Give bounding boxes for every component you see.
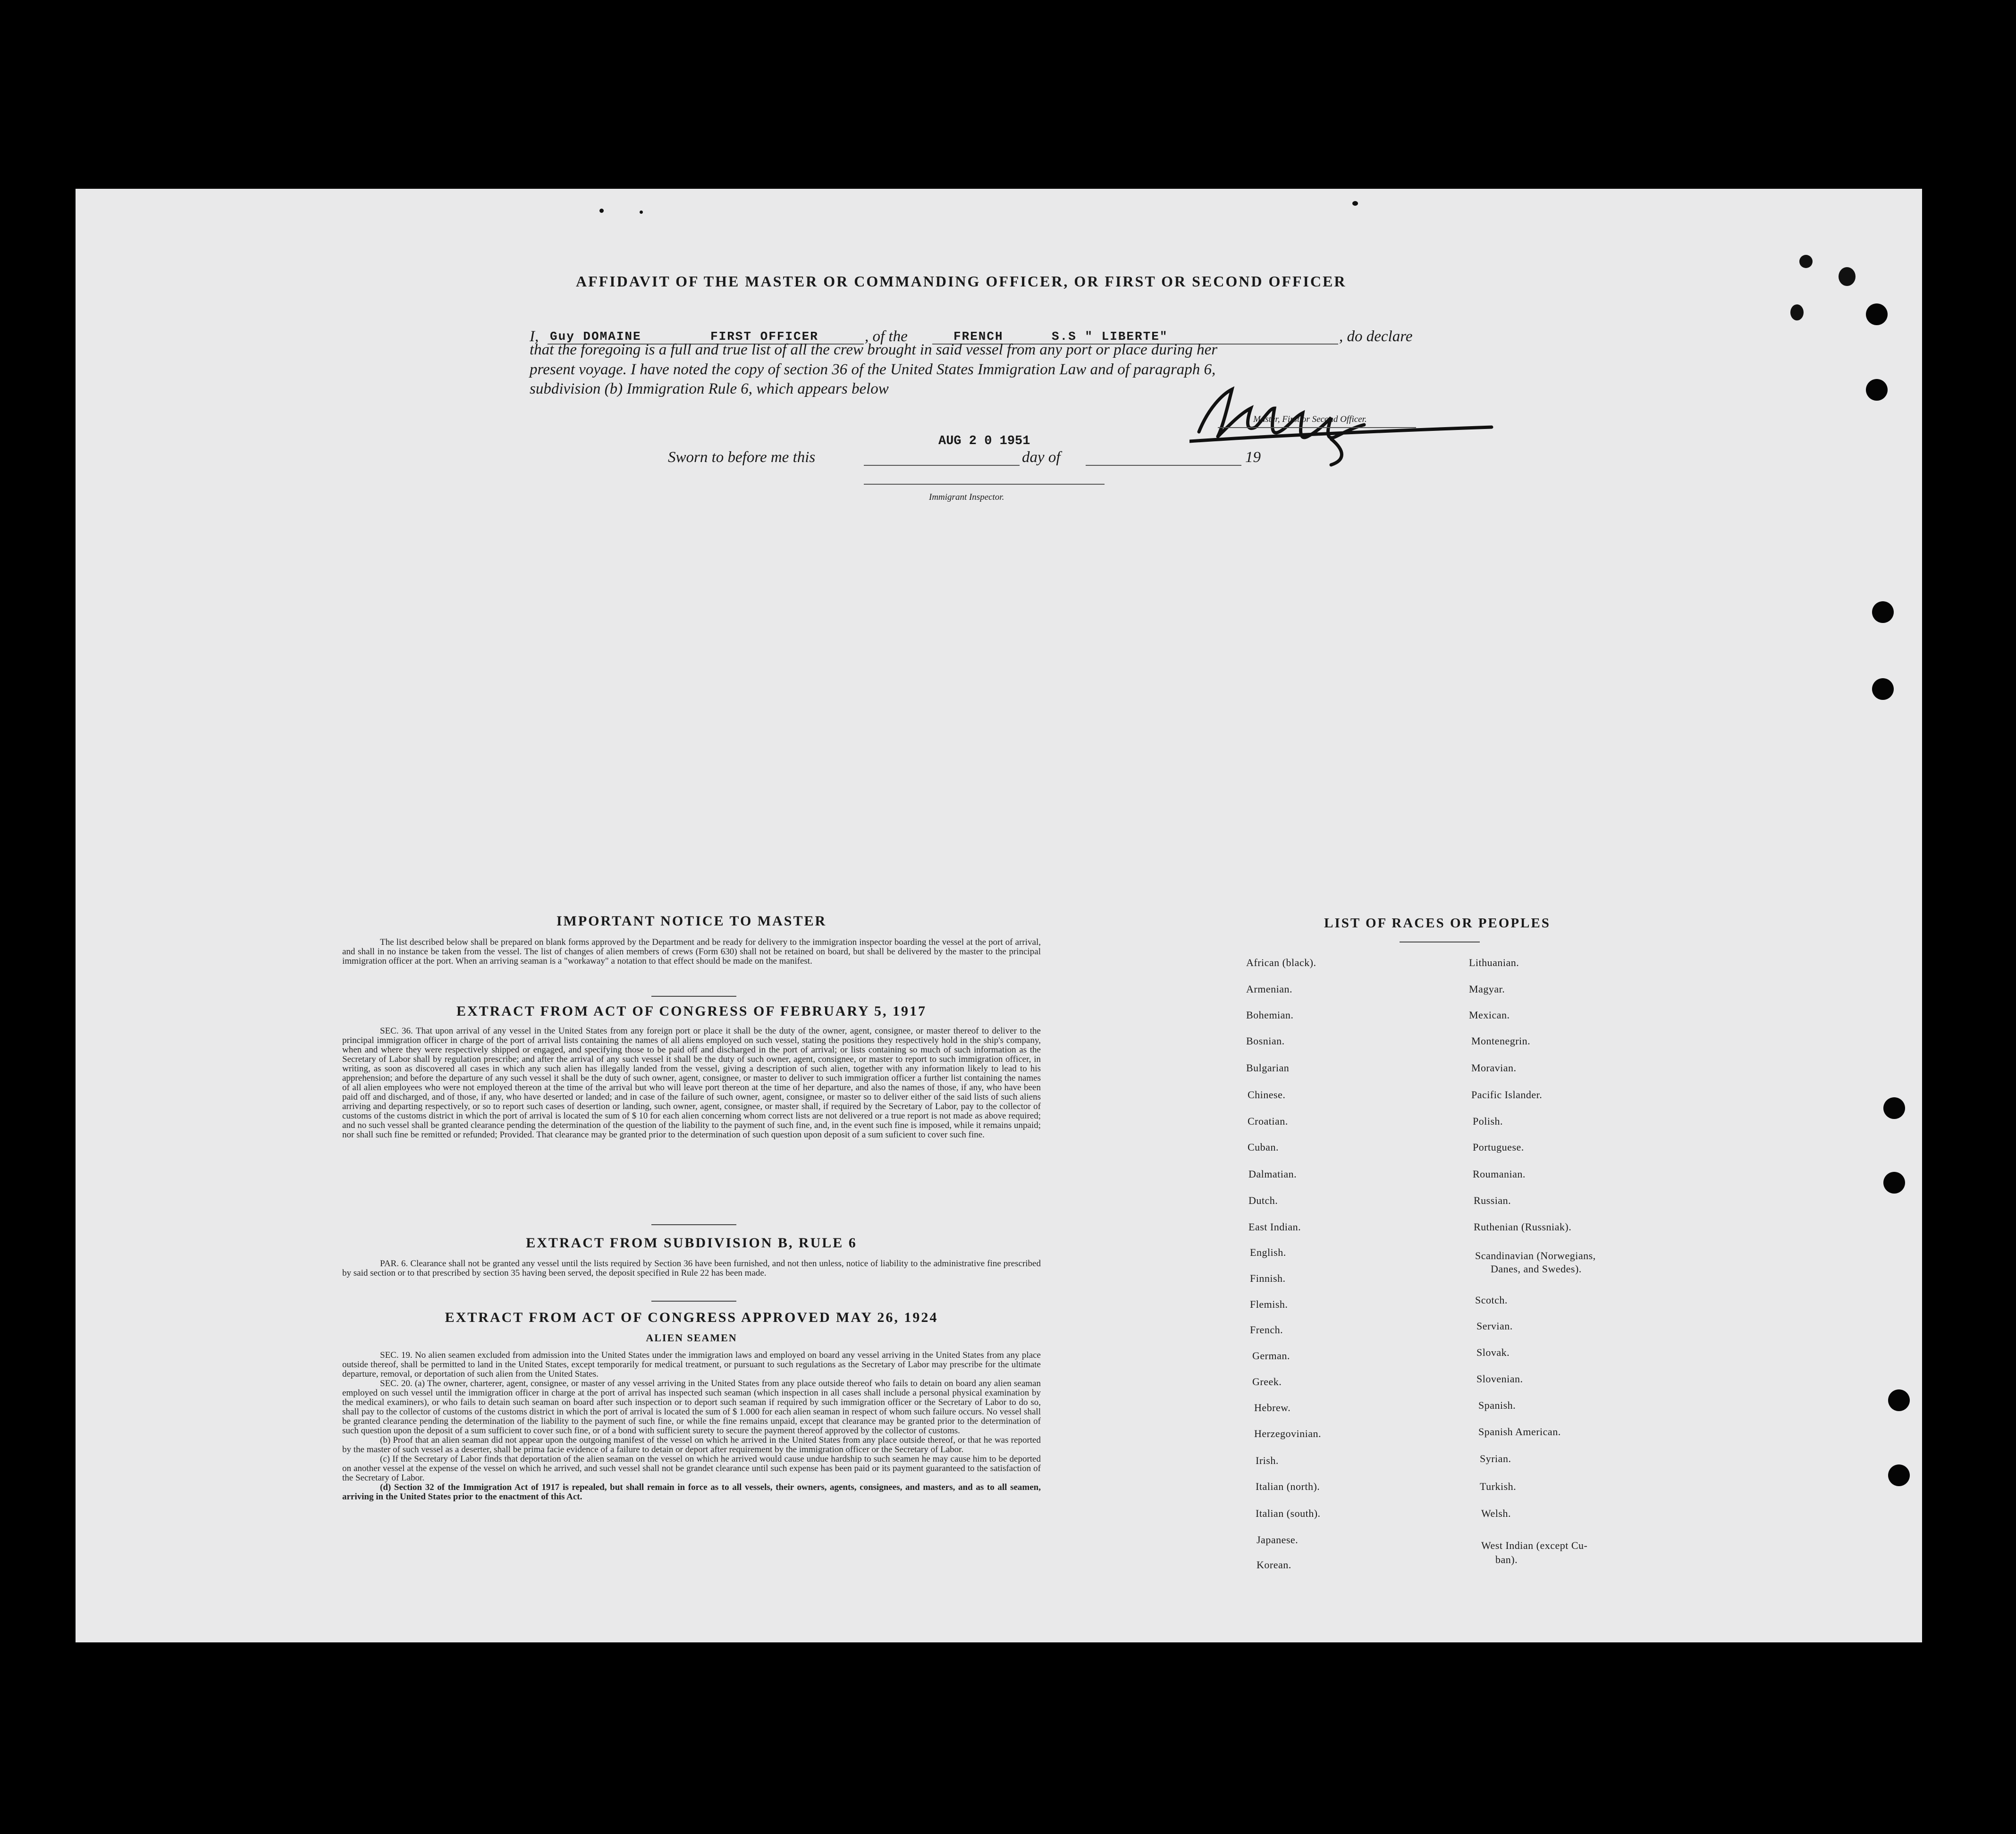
signature-line (1218, 427, 1416, 428)
race-item: Greek. (1252, 1376, 1282, 1388)
section-19-paragraph: SEC. 19. No alien seamen excluded from admission into the United States under the immigration laws and employed on board any vessel arriving in the United States from any place outside thereof, shall be permitted to land in the United States, except temporarily for medical treatment, or pursuant to such regulations as the Secretary of Labor may prescribe for the ultimate departure, removal, or deportation of such alien from the United States. (342, 1350, 1041, 1379)
race-item: English. (1250, 1246, 1286, 1258)
race-item: Welsh. (1481, 1507, 1511, 1519)
race-item: Lithuanian. (1469, 957, 1519, 968)
section-36-paragraph: SEC. 36. That upon arrival of any vessel in the United States from any foreign port or place it shall be the duty of the owner, agent, consignee, or master thereof to deliver to the principal immigration officer in charge of the port of arrival lists containing the names of all aliens employed on such vessel, stating the positions they respectively hold in the ship's company, when and where they were respectively shipped or engaged, and specifying those to be paid off and discharged in the port of arrival; or lists containing so much of such information as the Secretary of Labor shall by regulation prescribe; and after the arrival of any such vessel it shall be the duty of such owner, agent, consignee, or master to report to such immigration officer, in writing, as soon as discovered all cases in which any such alien has illegally landed from the vessel, giving a description of such alien, together with any information likely to lead to his apprehension; and before the departure of any such vessel it shall be the duty of such owner, agent, consignee, or master to deliver to such immigration officer a further list containing the names of all alien employees who were not employed thereon at the time of the arrival but who will leave port thereon at the time of her departure, and also the names of those, if any, who have been paid off and discharged, and of those, if any, who have deserted or landed; and in case of the failure of such owner, agent, consignee, or master so to deliver either of the said lists of such aliens arriving and departing respectively, or so to report such cases of desertion or landing, such owner, agent, consignee, or master shall, if required by the Secretary of Labor, pay to the collector of customs of the customs district in which the port of arrival is located the sum of $ 10 for each alien concerning whom correct lists are not delivered or a true report is not made as above required; and no such vessel shall be granted clearance pending the determination of the question of the liability to the payment of such fine, and, in the event such fine is imposed, while it remains unpaid; nor shall such fine be remitted or refunded; Provided. That clearance may be granted prior to the determination of such question upon deposit of a sum suficient to cover such fine. (342, 1026, 1041, 1140)
signature-caption: Master, First or Second Officer. (1253, 414, 1367, 424)
race-item: Servian. (1476, 1320, 1513, 1332)
year-prefix: 19 (1245, 449, 1261, 466)
race-item: Roumanian. (1473, 1168, 1526, 1180)
affidavit-title: AFFIDAVIT OF THE MASTER OR COMMANDING OFFICER, OR FIRST OR SECOND OFFICER (576, 273, 1347, 290)
race-item: Syrian. (1480, 1453, 1511, 1464)
race-item: Dalmatian. (1248, 1168, 1297, 1180)
race-item: Dutch. (1248, 1195, 1278, 1206)
divider (651, 1224, 736, 1225)
section-20d-paragraph: (d) Section 32 of the Immigration Act of 1917 is repealed, but shall remain in force as to all vessels, their owners, agents, consignees, and masters, and as to all seamen, arriving in the United States prior to the enactment of this Act. (342, 1482, 1041, 1502)
race-item: Polish. (1473, 1115, 1503, 1127)
notice-text (342, 938, 1041, 966)
race-item: Russian. (1474, 1195, 1511, 1206)
notice-paragraph: The list described below shall be prepared on blank forms approved by the Department and be ready for delivery to the immigration inspector boarding the vessel at the port of arrival, and shall in no instance be taken from the vessel. The list of changes of alien members of crews (Form 630) shall not be retained on board, but shall be delivered by the master to the principal immigration officer at the port. When an arriving seaman is a "workaway" a notation to that effect should be made on the manifest. (342, 937, 1041, 966)
race-item: Herzegovinian. (1254, 1428, 1321, 1439)
alien-seamen-subtitle: ALIEN SEAMEN (646, 1332, 737, 1344)
race-item: African (black). (1246, 957, 1316, 968)
inspector-line (864, 484, 1105, 485)
race-item: Bohemian. (1246, 1009, 1294, 1021)
punch-hole (1872, 601, 1894, 623)
blank-line (1086, 465, 1241, 466)
race-item: Italian (north). (1256, 1481, 1320, 1492)
affidavit-line1-prefix: I, (530, 328, 539, 345)
race-item: Ruthenian (Russniak). (1474, 1221, 1572, 1233)
punch-hole (1883, 1172, 1905, 1194)
race-item: Turkish. (1480, 1481, 1517, 1492)
punch-hole (1866, 379, 1888, 401)
punch-hole (1888, 1389, 1910, 1411)
officer-signature (1189, 380, 1501, 470)
blank-line (864, 465, 1020, 466)
race-item: Flemish. (1250, 1298, 1288, 1310)
race-item: Finnish. (1250, 1272, 1286, 1284)
race-item: Magyar. (1469, 983, 1505, 995)
notice-title: IMPORTANT NOTICE TO MASTER (556, 913, 827, 929)
divider (651, 996, 736, 997)
vessel-name: S.S " LIBERTE" (1052, 329, 1168, 344)
race-item: Irish. (1256, 1455, 1279, 1466)
race-item: Spanish American. (1478, 1426, 1561, 1438)
race-item: Scandinavian (Norwegians, (1475, 1250, 1596, 1262)
race-item: Danes, and Swedes). (1491, 1263, 1582, 1275)
section-20a-paragraph: SEC. 20. (a) The owner, charterer, agent, consignee, or master of any vessel arriving in the United States from any place outside thereof who fails to detain on board any alien seaman employed on such vessel until the immigration officer in charge at the port of arrival has inspected such seaman (which inspection in all cases shall include a personal physical examination by the medical examiners), or who fails to detain such seaman on board after such inspection or to deport such seaman if required by such immigration officer or the Secretary of Labor to do so, shall pay to the collector of customs of the customs district in which the port of arrival is located the sum of $ 1.000 for each alien seaman in respect of whom such failure occurs. No vessel shall be granted clearance pending the determination of the liability to the payment of such fine, or while the fine remains unpaid, except that clearance may be granted prior to the determination of such question upon the deposit of a sum sufficient to cover such fine, or of a bond with sufficient surety to secure the payment thereof approved by the collector of customs. (342, 1379, 1041, 1436)
sworn-text: Sworn to before me this (668, 449, 816, 466)
divider (651, 1301, 736, 1302)
race-item: Montenegrin. (1471, 1035, 1531, 1047)
officer-rank: FIRST OFFICER (710, 329, 818, 344)
race-item: German. (1252, 1350, 1290, 1362)
race-item: Slovenian. (1476, 1373, 1523, 1385)
race-item: Italian (south). (1256, 1507, 1321, 1519)
extract-rule6-title: EXTRACT FROM SUBDIVISION B, RULE 6 (526, 1235, 857, 1251)
do-declare-text: , do declare (1339, 328, 1413, 345)
race-item: Bulgarian (1246, 1062, 1290, 1074)
extract-1917-text (342, 1026, 1041, 1140)
extract-1917-title: EXTRACT FROM ACT OF CONGRESS OF FEBRUARY 5, 1917 (456, 1003, 927, 1019)
race-item: Moravian. (1471, 1062, 1517, 1074)
inspector-caption: Immigrant Inspector. (929, 492, 1004, 502)
race-item: Korean. (1257, 1559, 1291, 1571)
extract-1924-text (342, 1351, 1041, 1502)
punch-hole (1790, 304, 1804, 320)
speck (599, 209, 604, 213)
race-item: Japanese. (1257, 1534, 1299, 1546)
punch-hole (1866, 303, 1888, 325)
punch-hole (1872, 678, 1894, 700)
race-item: Portuguese. (1473, 1141, 1524, 1153)
date-stamp: AUG 2 0 1951 (938, 434, 1030, 448)
race-item: Pacific Islander. (1471, 1089, 1543, 1101)
race-item: Chinese. (1248, 1089, 1286, 1101)
race-item: West Indian (except Cu- (1481, 1540, 1588, 1551)
punch-hole (1883, 1097, 1905, 1119)
race-item: Spanish. (1478, 1399, 1516, 1411)
section-20b-paragraph: (b) Proof that an alien seaman did not appear upon the outgoing manifest of the vessel on which he arrived in the United States from any place outside thereof, or that he was reported by the master of such vessel as a deserter, shall be prima facie evidence of a failure to detain or deport after requirement by the immigration officer or the Secretary of Labor. (342, 1435, 1041, 1455)
speck (640, 210, 643, 214)
race-item: Bosnian. (1246, 1035, 1285, 1047)
race-item: Armenian. (1246, 983, 1292, 995)
extract-rule6-text (342, 1259, 1041, 1278)
race-item: East Indian. (1248, 1221, 1301, 1233)
affidavit-line3: present voyage. I have noted the copy of section 36 of the United States Immigration Law and of paragraph 6, (530, 361, 1216, 378)
punch-hole (1888, 1464, 1910, 1486)
officer-name: Guy DOMAINE (550, 329, 641, 344)
race-item: French. (1250, 1324, 1283, 1336)
punch-hole (1839, 267, 1856, 286)
race-item: Croatian. (1248, 1115, 1288, 1127)
affidavit-line2: that the foregoing is a full and true list of all the crew brought in said vessel from any port or place during her (530, 341, 1218, 358)
speck (1352, 201, 1358, 206)
race-item: Hebrew. (1254, 1402, 1291, 1413)
vessel-nationality: FRENCH (953, 329, 1004, 344)
race-item: Cuban. (1248, 1141, 1279, 1153)
of-the-text: , of the (865, 328, 908, 345)
affidavit-line4: subdivision (b) Immigration Rule 6, which appears below (530, 380, 889, 397)
race-item: Mexican. (1469, 1009, 1510, 1021)
race-item: ban). (1495, 1554, 1518, 1565)
race-item: Slovak. (1476, 1346, 1510, 1358)
races-title: LIST OF RACES OR PEOPLES (1324, 916, 1551, 931)
race-item: Scotch. (1475, 1294, 1508, 1306)
section-20c-paragraph: (c) If the Secretary of Labor finds that deportation of the alien seaman on the vessel on which he arrived would cause undue hardship to such seamen he may cause him to be deported on another vessel at the expense of the vessel on which he arrived, and such vessel shall not be grandet clearance until such expense has been paid or its payment guaranteed to the satisfaction of the Secretary of Labor. (342, 1454, 1041, 1483)
day-of-text: day of (1022, 449, 1061, 466)
paragraph-6: PAR. 6. Clearance shall not be granted any vessel until the lists required by Section 36 have been furnished, and not then unless, notice of liability to the administrative fine prescribed by said section or to that prescribed by section 35 having been served, the deposit specified in Rule 22 has been made. (342, 1259, 1041, 1278)
extract-1924-title: EXTRACT FROM ACT OF CONGRESS APPROVED MAY 26, 1924 (445, 1310, 938, 1325)
punch-hole (1799, 255, 1813, 268)
